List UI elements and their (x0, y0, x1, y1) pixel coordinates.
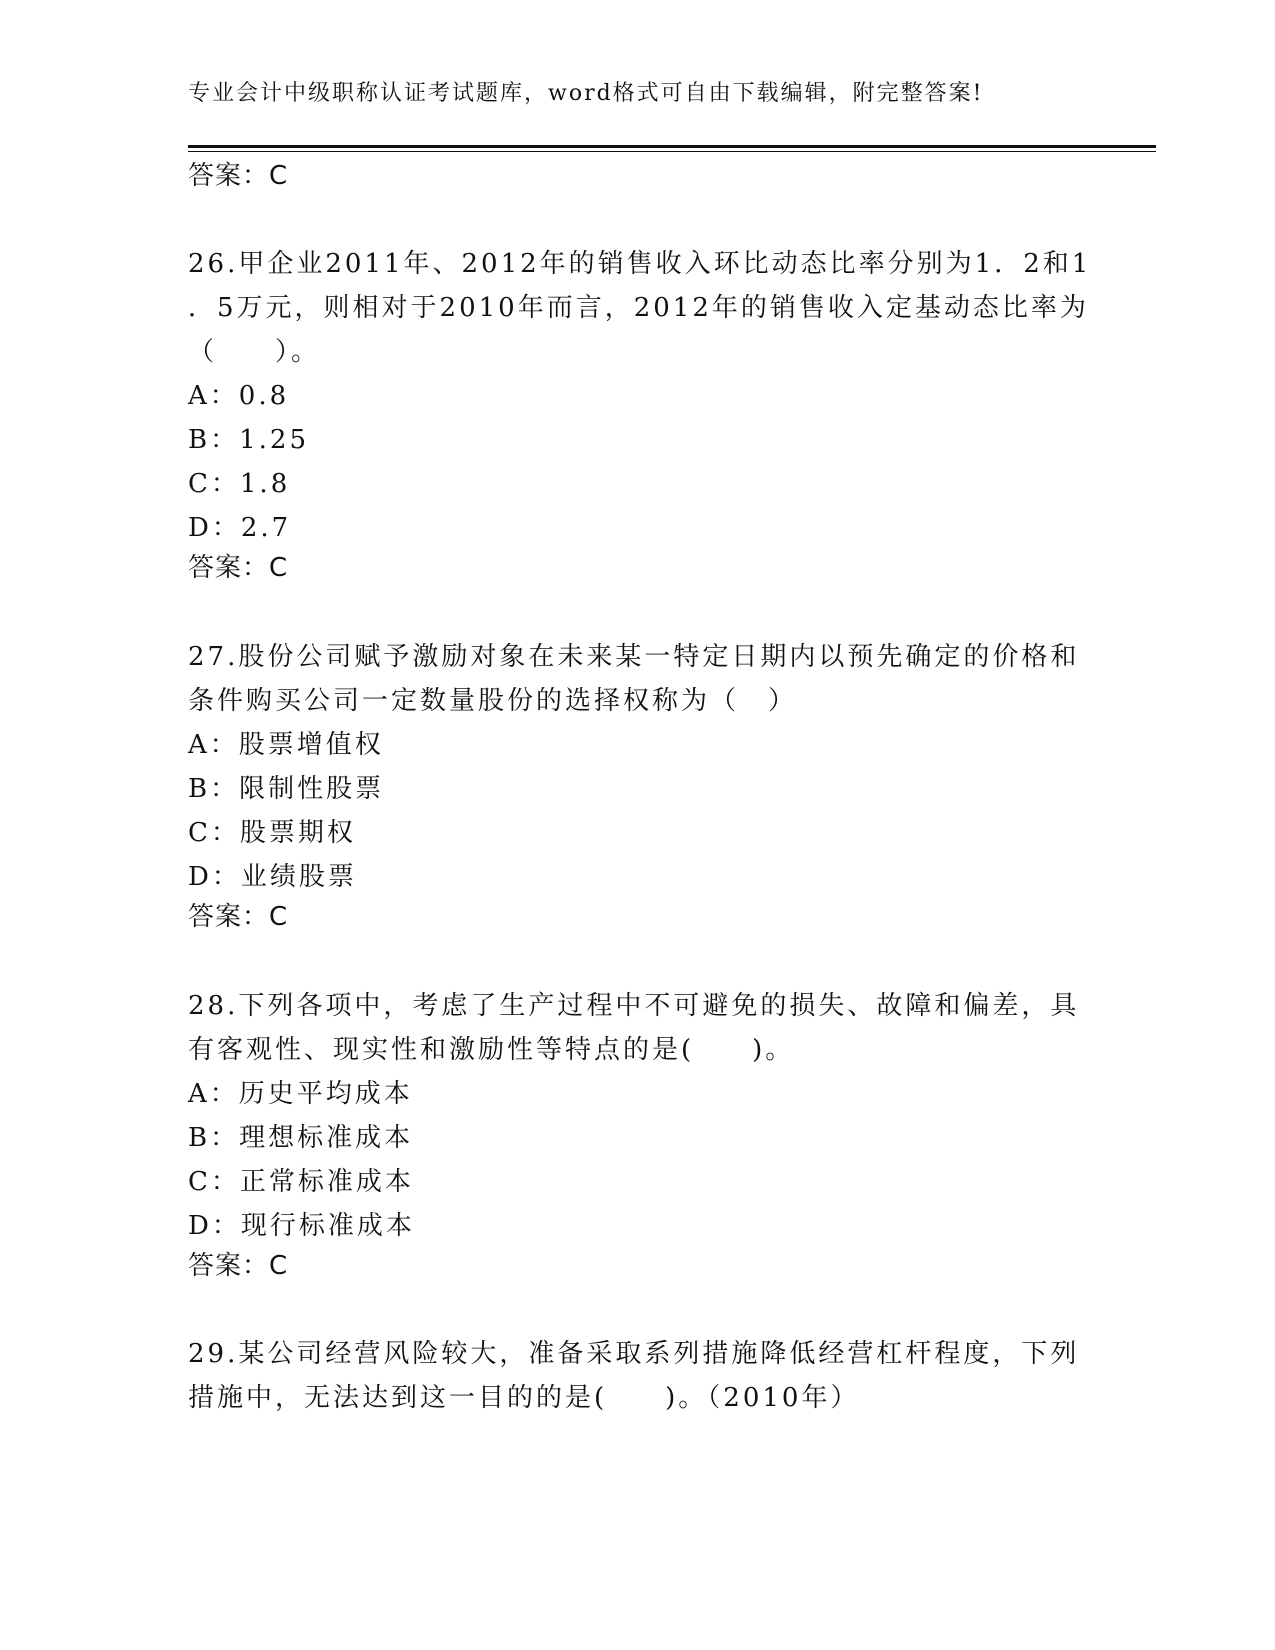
question-26-option-d: D：2.7 (188, 513, 292, 543)
question-26-option-b: B：1.25 (188, 425, 309, 455)
answer-25: 答案：C (188, 161, 289, 191)
header-divider-thin (188, 151, 1156, 152)
question-26-line-2: ．5万元，则相对于2010年而言，2012年的销售收入定基动态比率为 (188, 293, 1089, 323)
question-27-option-a: A：股票增值权 (188, 730, 384, 760)
question-27-option-d: D：业绩股票 (188, 862, 357, 892)
question-28-option-c: C：正常标准成本 (188, 1167, 414, 1197)
question-26-answer: 答案：C (188, 553, 289, 583)
header-text: 专业会计中级职称认证考试题库，word格式可自由下载编辑，附完整答案! (188, 81, 984, 106)
question-26-option-a: A：0.8 (188, 381, 290, 411)
question-27-line-1: 27.股份公司赋予激励对象在未来某一特定日期内以预先确定的价格和 (188, 642, 1080, 672)
question-28-line-1: 28.下列各项中，考虑了生产过程中不可避免的损失、故障和偏差，具 (188, 991, 1080, 1021)
question-28-option-b: B：理想标准成本 (188, 1123, 414, 1153)
question-29-line-2: 措施中，无法达到这一目的的是( )。（2010年） (188, 1383, 860, 1413)
header-divider (188, 145, 1156, 148)
question-29-line-1: 29.某公司经营风险较大，准备采取系列措施降低经营杠杆程度，下列 (188, 1339, 1080, 1369)
question-26-line-1: 26.甲企业2011年、2012年的销售收入环比动态比率分别为1．2和1 (188, 249, 1092, 279)
question-28-option-a: A：历史平均成本 (188, 1079, 413, 1109)
question-28-line-2: 有客观性、现实性和激励性等特点的是( )。 (188, 1035, 795, 1065)
question-26-option-c: C：1.8 (188, 469, 291, 499)
question-28-answer: 答案：C (188, 1251, 289, 1281)
question-27-option-b: B：限制性股票 (188, 774, 385, 804)
question-27-answer: 答案：C (188, 902, 289, 932)
question-26-line-3: （ ）。 (188, 337, 321, 367)
question-27-line-2: 条件购买公司一定数量股份的选择权称为（ ） (188, 686, 798, 716)
question-28-option-d: D：现行标准成本 (188, 1211, 415, 1241)
question-27-option-c: C：股票期权 (188, 818, 356, 848)
